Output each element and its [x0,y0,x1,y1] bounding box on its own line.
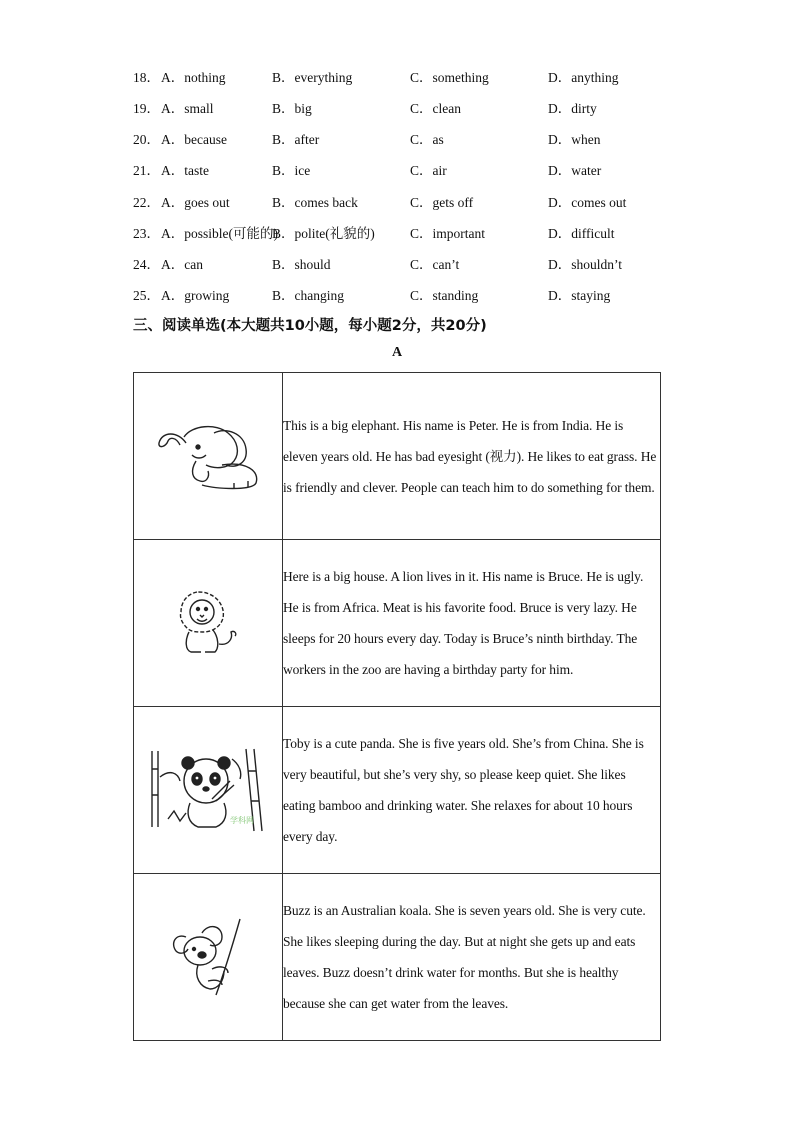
panda-icon [146,747,270,833]
option-d: D．anything [548,70,619,85]
option-b: B．big [272,101,312,117]
passage-cell: Toby is a cute panda. She is five years old. She’s from China. She is very beautiful, but she’s very shy, so please keep quiet. She likes eating bamboo and drinking water. She relaxes for about 10 hours every day. [283,707,661,874]
option-c: C．air [410,163,447,179]
animal-table [133,372,661,1041]
option-b: B．changing [272,287,344,303]
option-d: D．water [548,163,602,179]
question-number: 24． [133,256,160,272]
option-d: D．dirty [548,101,597,117]
option-d: D．shouldn’t [548,256,623,272]
picture-cell [134,373,283,540]
answer-options [133,62,693,311]
option-b: B．should [272,256,331,272]
lion-icon [173,588,243,658]
table-row [134,874,661,1041]
question-number: 21． [133,163,160,179]
option-d: D．difficult [548,225,615,241]
passage-cell: Buzz is an Australian koala. She is seven years old. She is very cute. She likes sleeping during the day. But at night she gets up and eats leaves. Buzz doesn’t drink water for months. But she is healthy because she can get water from the leaves. [283,874,661,1041]
table-row [134,540,661,707]
option-b: B．ice [272,163,311,179]
section-heading: 三、阅读单选(本大题共10小题，每小题2分，共20分) [133,318,487,334]
option-d: D．when [548,132,601,148]
option-a: A．because [161,132,227,148]
svg-text:学科网: 学科网 [230,816,254,825]
question-number: 18． [133,70,160,85]
passage-label: A [391,345,403,360]
question-row [133,249,693,280]
passage-cell: This is a big elephant. His name is Peter. He is from India. He is eleven years old. He has bad eyesight (视力). He likes to eat grass. He is friendly and clever. People can teach him to do something for them. [283,373,661,540]
option-b: B．polite(礼貌的) [272,225,375,241]
option-b: B．comes back [272,194,358,210]
option-c: C．something [410,70,489,85]
question-row [133,218,693,249]
option-c: C．gets off [410,194,474,210]
option-a: A．nothing [161,70,226,85]
option-a: A．small [161,101,214,117]
option-c: C．clean [410,101,461,117]
question-number: 19． [133,101,160,117]
option-c: C．important [410,225,485,241]
question-number: 25． [133,287,160,303]
question-row [133,62,693,93]
option-b: B．after [272,132,320,148]
option-a: A．goes out [161,194,230,210]
option-a: A．possible(可能的) [161,225,278,241]
question-row [133,124,693,155]
passage-cell: Here is a big house. A lion lives in it. His name is Bruce. He is ugly. He is from Africa. Meat is his favorite food. Bruce is very lazy. He sleeps for 20 hours every day. Today is Bruce’s ninth birthday. The workers in the zoo are having a birthday party for him. [283,540,661,707]
question-number: 22． [133,194,160,210]
option-c: C．can’t [410,256,460,272]
option-c: C．as [410,132,444,148]
question-number: 23． [133,225,160,241]
picture-cell [134,707,283,874]
option-c: C．standing [410,287,479,303]
option-a: A．growing [161,287,230,303]
option-a: A．taste [161,163,209,179]
question-row [133,187,693,218]
question-row [133,280,693,311]
picture-cell [134,874,283,1041]
elephant-icon [156,421,260,491]
question-row [133,93,693,124]
question-row [133,155,693,186]
option-b: B．everything [272,70,353,85]
option-d: D．staying [548,287,611,303]
question-number: 20． [133,132,160,148]
table-row [134,707,661,874]
picture-cell [134,540,283,707]
option-a: A．can [161,256,203,272]
koala-icon [168,917,248,997]
table-row [134,373,661,540]
option-d: D．comes out [548,194,627,210]
